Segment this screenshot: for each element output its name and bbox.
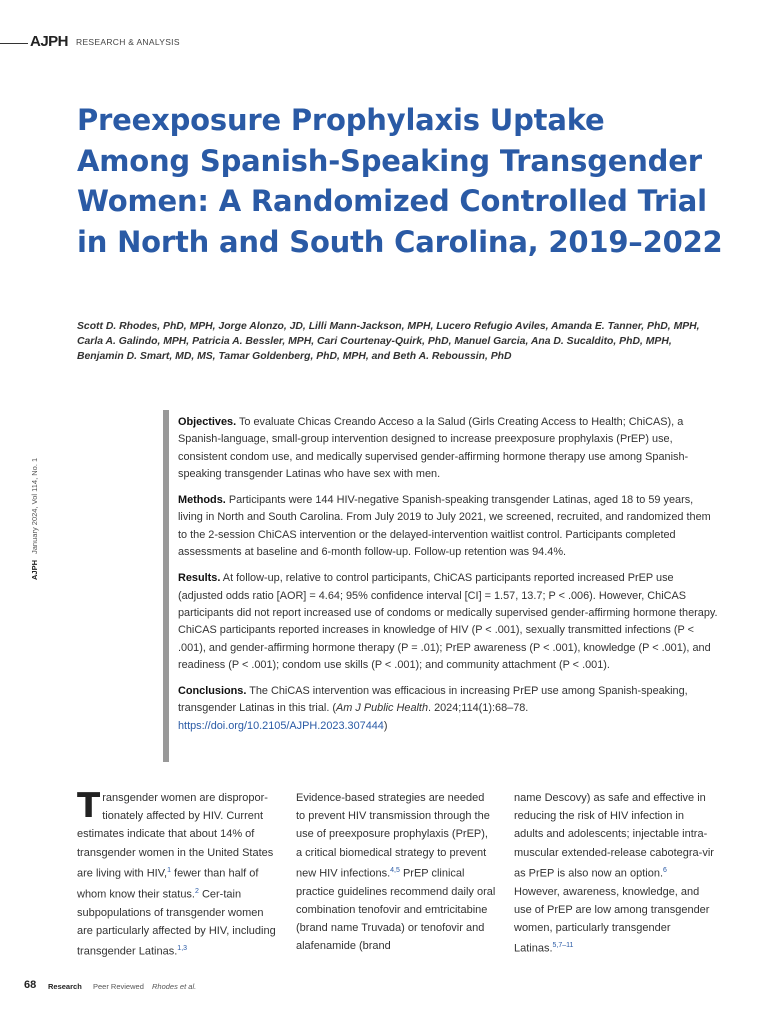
- header-rule: [0, 43, 28, 44]
- abstract-results: [178, 570, 718, 674]
- results-text: At follow-up, relative to control participants, ChiCAS participants reported increased PrEP use (adjusted odds ratio [AOR] = 4.64; 95% confidence interval [CI] = 1.57, 13.7; P < .006). However, ChiCAS participants did not report increased use of condoms or medically supervised gender-affirming hormone therapy. ChiCAS participants reported increases in knowledge of HIV (P < .001), sexually transmitted infections (P < .001), and gender-affirming hormone therapy (P = .01); PrEP awareness (P < .001), knowledge (P < .001), and readiness (P < .001); condom use skills (P < .001); and community attachment (P < .001).: [178, 572, 718, 671]
- ref-link-1-3[interactable]: 1,3: [177, 944, 188, 952]
- abstract-methods: [178, 492, 718, 561]
- page-footer: [24, 980, 424, 994]
- body-column-3: [514, 789, 714, 958]
- author-list: Scott D. Rhodes, PhD, MPH, Jorge Alonzo, JD, Lilli Mann-Jackson, MPH, Lucero Refugio Aviles, Amanda E. Tanner, PhD, MPH, Carla A. Galindo, MPH, Patricia A. Bessler, MPH, Cari Courtenay-Quirk, PhD, Manuel Garcia, Ana D. Sucaldito, PhD, MPH, Benjamin D. Smart, MD, MS, Tamar Goldenberg, PhD, MPH, and Beth A. Reboussin, PhD: [77, 321, 700, 362]
- objectives-label: Objectives.: [178, 416, 237, 428]
- col2-text-b: PrEP clinical practice guidelines recommend daily oral combination tenofovir and emtricitabine (brand name Truvada) or tenofovir and alafenamide (brand: [296, 867, 496, 953]
- abstract-conclusions: [178, 683, 718, 735]
- body-column-1: [77, 786, 277, 961]
- conclusions-text: The ChiCAS intervention was efficacious in increasing PrEP use among Spanish-speaking, transgender Latinas in this trial. (: [178, 685, 688, 715]
- col3-text-b: However, awareness, knowledge, and use of PrEP are low among transgender women, particularly transgender Latinas.: [514, 885, 710, 955]
- col1-text-c: Cer-tain subpopulations of transgender women are particularly affected by HIV, including transgender Latinas.: [77, 888, 276, 958]
- methods-text: Participants were 144 HIV-negative Spanish-speaking transgender Latinas, aged 18 to 59 years, living in North and South Carolina. From July 2019 to July 2021, we screened, recruited, and randomized them to the 2-session ChiCAS intervention or the delayed-intervention waitlist control. Participants completed assessments at baseline and 6-month follow-up. Follow-up retention was 94.4%.: [178, 494, 711, 559]
- ref-link-6[interactable]: 6: [663, 866, 667, 874]
- footer-peer-reviewed: Peer Reviewed: [93, 982, 144, 991]
- ref-link-1[interactable]: 1: [167, 866, 171, 874]
- journal-issue-sidebar: [30, 458, 39, 580]
- col2-text-a: Evidence-based strategies are needed to prevent HIV transmission through the use of preexposure prophylaxis (PrEP), a critical biomedical strategy to prevent new HIV infections.: [296, 792, 490, 880]
- abstract: [178, 414, 718, 744]
- results-label: Results.: [178, 572, 221, 585]
- ref-link-4-5[interactable]: 4,5: [390, 866, 400, 874]
- sidebar-issue: January 2024, Vol 114, No. 1: [30, 457, 39, 554]
- running-header: [0, 33, 300, 53]
- footer-section: Research: [48, 982, 82, 991]
- abstract-accent-bar: [163, 410, 169, 762]
- citation-journal: Am J Public Health: [336, 702, 429, 715]
- citation-close: ): [383, 719, 388, 732]
- journal-logo: AJPH: [30, 33, 69, 50]
- col3-text-a: name Descovy) as safe and effective in reducing the risk of HIV infection in adults and adolescents; injectable intra-muscular extended-release cabotegra-vir as PrEP is also now an option.: [514, 792, 714, 880]
- objectives-text: To evaluate Chicas Creando Acceso a la Salud (Girls Creating Access to Health; ChiCAS), a Spanish-language, small-group intervention designed to increase preexposure prophylaxis (PrEP) use, consistent condom use, and medically supervised gender-affirming hormone therapy use among Spanish-speaking transgender Latinas who have sex with men.: [178, 416, 689, 480]
- abstract-objectives: [178, 414, 718, 483]
- ref-link-5-11[interactable]: 5,7–11: [552, 942, 574, 950]
- body-column-2: [296, 789, 496, 955]
- conclusions-label: Conclusions.: [178, 685, 247, 698]
- doi-link[interactable]: https://doi.org/10.2105/AJPH.2023.307444: [178, 719, 384, 732]
- col1-text-a: ransgender women are dispropor-tionately affected by HIV. Current estimates indicate that about 14% of transgender women in the United States are living with HIV,: [77, 792, 274, 880]
- methods-label: Methods.: [178, 494, 226, 507]
- page-number: 68: [24, 979, 37, 991]
- article-title: Preexposure Prophylaxis Uptake Among Spanish-Speaking Transgender Women: A Randomized Controlled Trial in North and South Carolina, 2019–2022: [77, 103, 723, 259]
- drop-cap: T: [77, 786, 101, 826]
- col1-text-b: fewer than half of whom know their status.: [77, 867, 259, 901]
- sidebar-journal: AJPH: [30, 559, 39, 580]
- citation-details: . 2024;114(1):68–78.: [428, 702, 529, 715]
- section-label: RESEARCH & ANALYSIS: [76, 37, 180, 47]
- footer-author: Rhodes et al.: [152, 982, 197, 991]
- ref-link-2[interactable]: 2: [195, 887, 199, 895]
